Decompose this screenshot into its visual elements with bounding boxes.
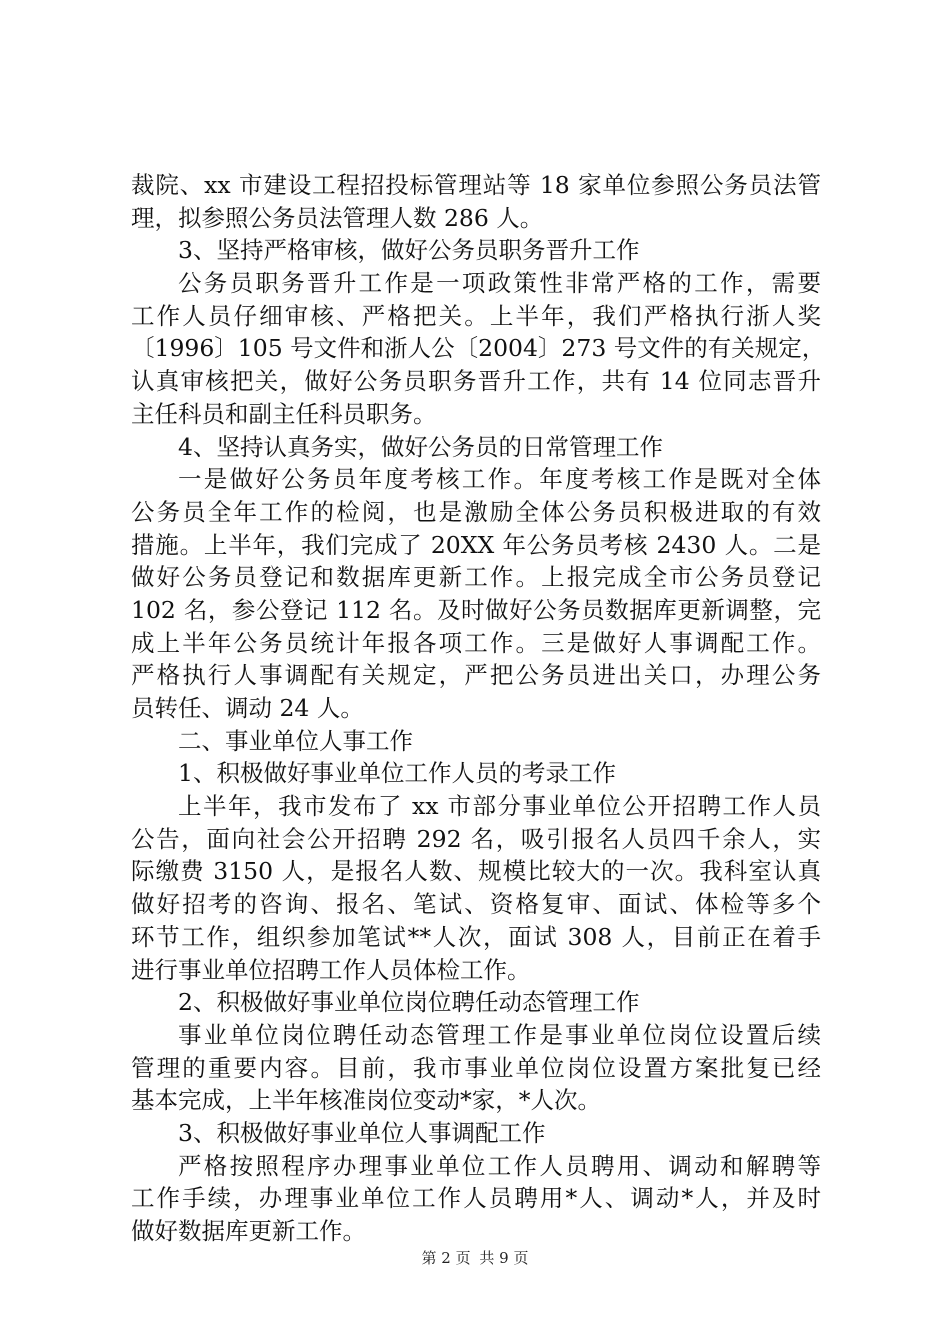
text-line: 工作人员仔细审核、严格把关。上半年，我们严格执行浙人奖	[131, 301, 821, 330]
page-total: 共 9 页	[479, 1249, 529, 1267]
text-line: 3、坚持严格审核，做好公务员职务晋升工作	[178, 236, 640, 265]
text-line: 环节工作，组织参加笔试**人次，面试 308 人，目前正在着手	[131, 922, 821, 951]
text-line: 认真审核把关，做好公务员职务晋升工作，共有 14 位同志晋升	[131, 367, 821, 396]
text-line: 管理的重要内容。目前，我市事业单位岗位设置方案批复已经	[131, 1053, 821, 1082]
text-line: 严格按照程序办理事业单位工作人员聘用、调动和解聘等	[178, 1151, 821, 1180]
text-line: 成上半年公务员统计年报各项工作。三是做好人事调配工作。	[131, 628, 821, 657]
text-line: 工作手续，办理事业单位工作人员聘用*人、调动*人，并及时	[131, 1184, 821, 1213]
text-line: 2、积极做好事业单位岗位聘任动态管理工作	[178, 988, 640, 1017]
page-footer	[0, 1247, 950, 1268]
text-line: 公务员全年工作的检阅，也是激励全体公务员积极进取的有效	[131, 497, 821, 526]
text-line: 102 名，参公登记 112 名。及时做好公务员数据库更新调整，完	[131, 595, 821, 624]
text-line: 做好数据库更新工作。	[131, 1217, 366, 1245]
text-line: 3、积极做好事业单位人事调配工作	[178, 1118, 546, 1147]
text-line: 做好招考的咨询、报名、笔试、资格复审、面试、体检等多个	[131, 890, 821, 919]
text-line: 上半年，我市发布了 xx 市部分事业单位公开招聘工作人员	[178, 792, 821, 821]
text-line: 二、事业单位人事工作	[178, 726, 413, 755]
text-line: 公务员职务晋升工作是一项政策性非常严格的工作，需要	[178, 269, 821, 298]
text-line: 进行事业单位招聘工作人员体检工作。	[131, 955, 531, 984]
page-number: 第 2 页	[421, 1249, 471, 1267]
text-line: 1、积极做好事业单位工作人员的考录工作	[178, 759, 616, 788]
text-line: 4、坚持认真务实，做好公务员的日常管理工作	[178, 432, 663, 461]
text-line: 主任科员和副主任科员职务。	[131, 399, 437, 428]
text-line: 员转任、调动 24 人。	[131, 694, 364, 722]
text-line: 一是做好公务员年度考核工作。年度考核工作是既对全体	[178, 465, 821, 494]
text-line: 措施。上半年，我们完成了 20XX 年公务员考核 2430 人。二是	[131, 530, 821, 559]
document-body	[131, 169, 826, 1248]
text-line: 裁院、xx 市建设工程招投标管理站等 18 家单位参照公务员法管	[131, 171, 821, 199]
text-line: 基本完成，上半年核准岗位变动*家，*人次。	[131, 1086, 601, 1115]
text-line: 严格执行人事调配有关规定，严把公务员进出关口，办理公务	[131, 661, 821, 690]
text-line: 做好公务员登记和数据库更新工作。上报完成全市公务员登记	[131, 563, 821, 592]
text-line: 际缴费 3150 人，是报名人数、规模比较大的一次。我科室认真	[131, 857, 821, 886]
text-line: 事业单位岗位聘任动态管理工作是事业单位岗位设置后续	[178, 1020, 821, 1049]
text-line: 公告，面向社会公开招聘 292 名，吸引报名人员四千余人，实	[131, 824, 821, 853]
text-line: 理，拟参照公务员法管理人数 286 人。	[131, 203, 544, 232]
text-line: 〔1996〕105 号文件和浙人公〔2004〕273 号文件的有关规定，	[131, 334, 826, 363]
